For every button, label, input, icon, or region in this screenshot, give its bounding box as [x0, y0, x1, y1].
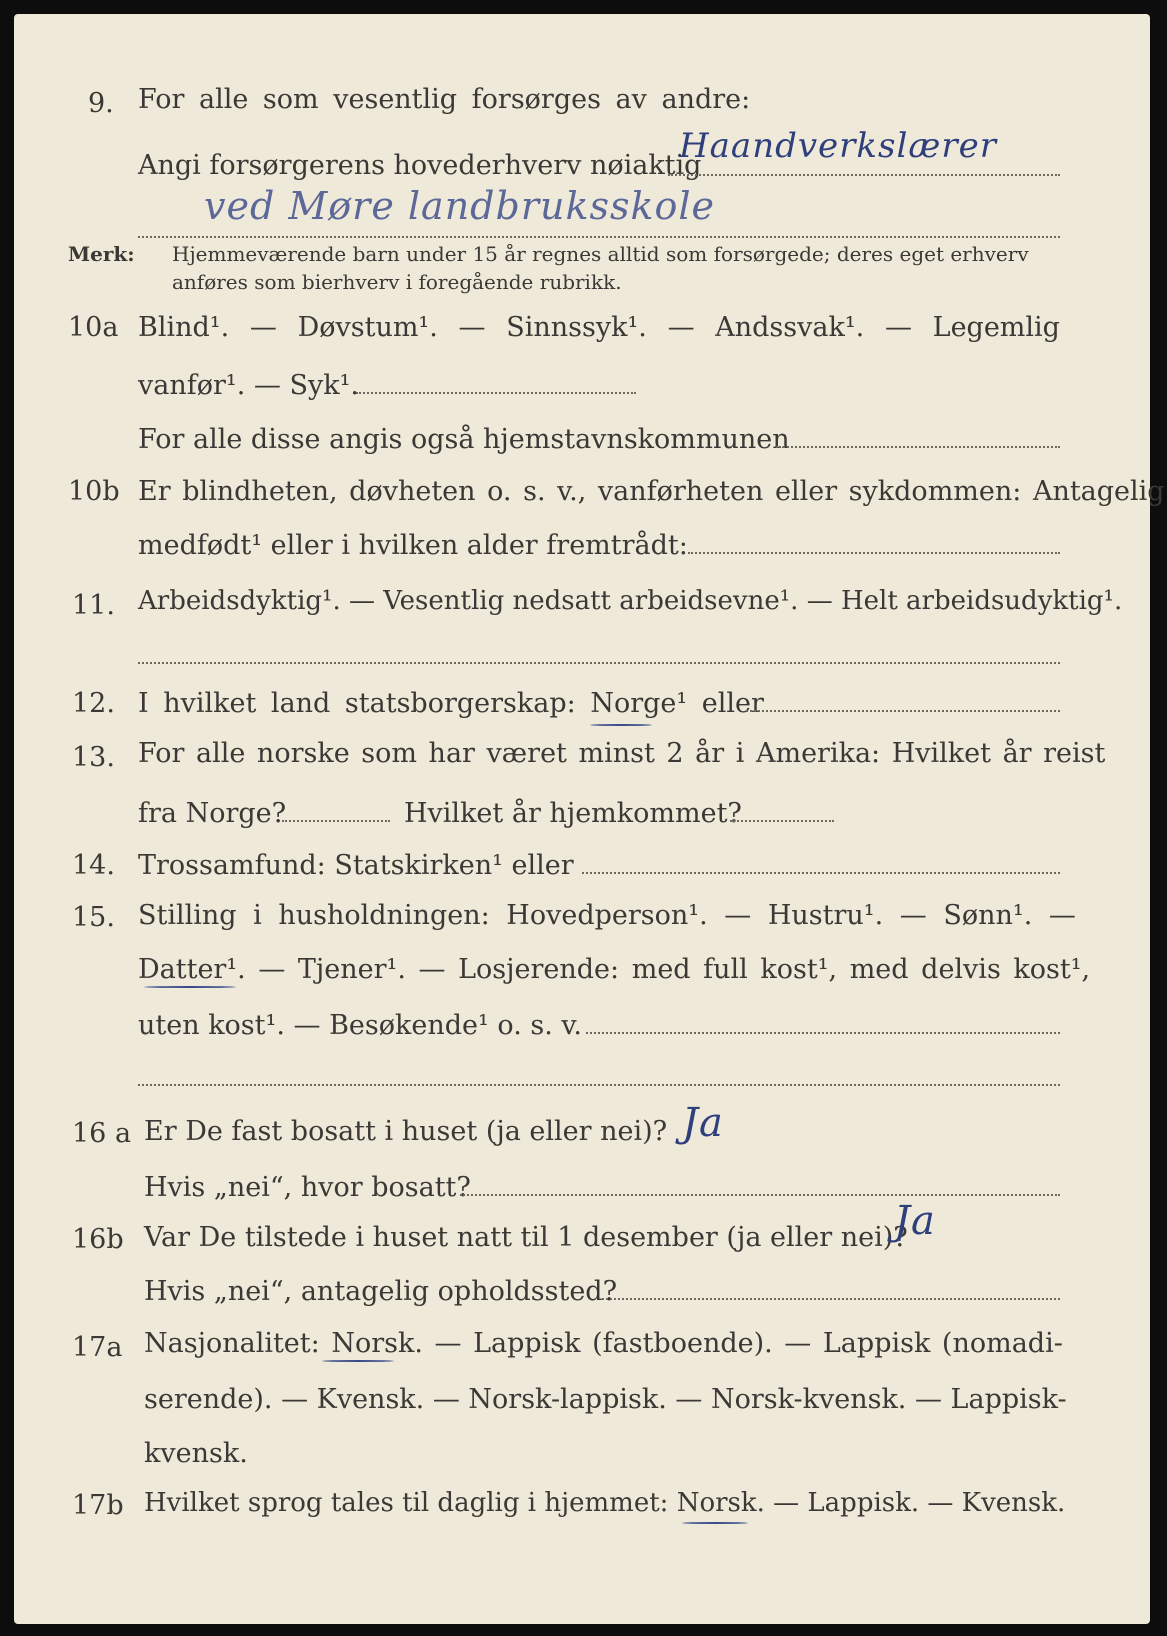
q13-hjemkommet-line [730, 820, 834, 822]
q16a-number: 16 a [72, 1118, 132, 1149]
q10b-number: 10b [68, 476, 120, 507]
census-form-page [14, 14, 1165, 1624]
q16a-line1: Er De fast bosatt i huset (ja eller nei)? [144, 1116, 668, 1147]
q9-answer-handwritten-2: ved Møre landbruksskole [204, 184, 716, 228]
q10a-sinnssyk: Sinnssyk¹. [506, 312, 647, 343]
q10b-line2: medfødt¹ eller i hvilken alder fremtrådt: [138, 530, 688, 561]
merk-line1: Hjemmeværende barn under 15 år regnes alltid som forsørgede; deres eget erhverv [172, 242, 1029, 266]
q16b-number: 16b [72, 1224, 124, 1255]
q17a-line1: Nasjonalitet: Norsk. — Lappisk (fastboende). — Lappisk (nomadi- [144, 1328, 1063, 1359]
q9-answer-line1 [668, 174, 1060, 176]
q11-line1: Arbeidsdyktig¹. — Vesentlig nedsatt arbeidsevne¹. — Helt arbeidsudyktig¹. [138, 586, 1123, 616]
q12-norge-underline [590, 724, 652, 726]
q17a-line3: kvensk. [144, 1438, 248, 1469]
q10a-number: 10a [68, 312, 119, 343]
q15-number: 15. [72, 902, 115, 933]
q16b-answer-handwritten: Ja [894, 1198, 936, 1244]
q17b-norsk-underline [682, 1522, 748, 1524]
q16a-line2: Hvis „nei“, hvor bosatt? [144, 1172, 471, 1203]
q15-line3: uten kost¹. — Besøkende¹ o. s. v. [138, 1010, 583, 1041]
q11-number: 11. [72, 590, 115, 621]
q16b-line1: Var De tilstede i huset natt til 1 desember (ja eller nei)? [144, 1222, 908, 1253]
q10a-dash-1: — [249, 312, 277, 343]
q10b-answer-line [688, 552, 1060, 554]
q14-line1: Trossamfund: Statskirken¹ eller [138, 850, 574, 881]
q14-answer-line [582, 872, 1060, 874]
merk-line2: anføres som bierhverv i foregående rubrikk. [172, 270, 622, 294]
q15-line2: Datter¹. — Tjener¹. — Losjerende: med full kost¹, med delvis kost¹, [138, 954, 1091, 985]
q13-line1: For alle norske som har været minst 2 år i Amerika: Hvilket år reist [138, 738, 1106, 769]
q17b-line1: Hvilket sprog tales til daglig i hjemmet: Norsk. — Lappisk. — Kvensk. [144, 1488, 1066, 1518]
q11-answer-line [138, 662, 1060, 664]
q10a-dash-4: — [884, 312, 912, 343]
q10a-legemlig: Legemlig [932, 312, 1060, 343]
q10a-line1 [138, 312, 1060, 343]
q10a-dovstum: Døvstum¹. [297, 312, 438, 343]
q10a-hjemstavn-line [776, 446, 1060, 448]
q13-reist-line [282, 820, 390, 822]
q10a-line2: vanfør¹. — Syk¹. [138, 370, 359, 401]
q16a-answer-line [460, 1194, 1060, 1196]
q10a-dash-3: — [667, 312, 695, 343]
q9-line1: For alle som vesentlig forsørges av andre: [138, 84, 751, 115]
q13-line2a: fra Norge? [138, 798, 287, 829]
q10a-dash-2: — [458, 312, 486, 343]
q10a-line3: For alle disse angis også hjemstavnskommunen [138, 424, 790, 455]
q14-number: 14. [72, 850, 115, 881]
q16b-answer-line [602, 1298, 1060, 1300]
q9-line2: Angi forsørgerens hovederhverv nøiaktig [138, 150, 702, 181]
q12-answer-line [746, 710, 1060, 712]
q17a-number: 17a [72, 1332, 123, 1363]
q13-number: 13. [72, 742, 115, 773]
q9-answer-handwritten-1: Haandverkslærer [679, 126, 997, 166]
q9-number: 9. [88, 88, 114, 119]
q13-line2b: Hvilket år hjemkommet? [404, 798, 742, 829]
merk-label: Merk: [68, 242, 135, 266]
q15-answer-line2 [138, 1084, 1060, 1086]
q12-number: 12. [72, 688, 115, 719]
q10a-answer-line [356, 392, 636, 394]
q15-datter-underline [144, 986, 236, 988]
q17b-number: 17b [72, 1490, 124, 1521]
q16b-line2: Hvis „nei“, antagelig opholdssted? [144, 1276, 618, 1307]
q16a-answer-handwritten: Ja [682, 1100, 724, 1146]
q10a-andssvak: Andssvak¹. [715, 312, 865, 343]
q12-line1: I hvilket land statsborgerskap: Norge¹ eller [138, 688, 764, 719]
q17a-line2: serende). — Kvensk. — Norsk-lappisk. — Norsk-kvensk. — Lappisk- [144, 1384, 1067, 1415]
q10a-blind: Blind¹. [138, 312, 230, 343]
q15-answer-line [586, 1032, 1060, 1034]
q17a-norsk-underline [322, 1360, 394, 1362]
q10b-line1: Er blindheten, døvheten o. s. v., vanførheten eller sykdommen: Antagelig [138, 476, 1165, 507]
q9-answer-line2 [138, 236, 1060, 238]
q15-line1: Stilling i husholdningen: Hovedperson¹. — Hustru¹. — Sønn¹. — [138, 900, 1076, 931]
